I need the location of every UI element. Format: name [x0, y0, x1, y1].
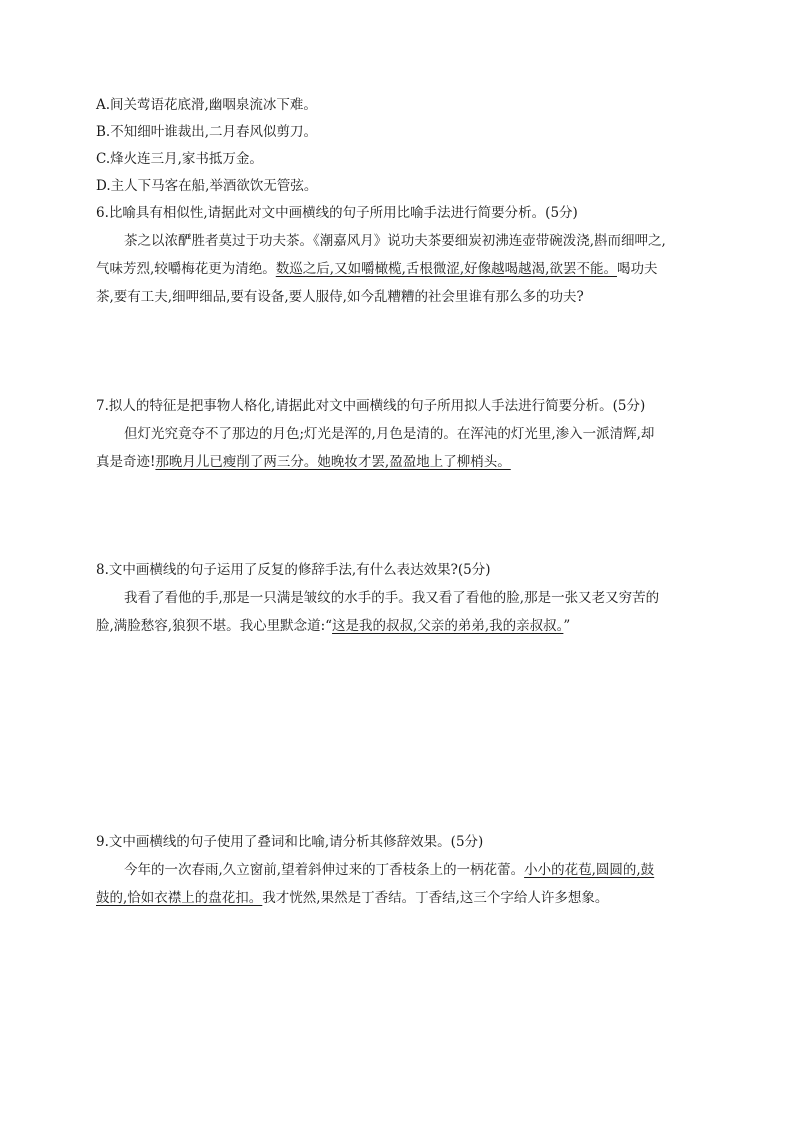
- question-6-line-2: [96, 260, 657, 278]
- question-8-underlined-sentence: 这是我的叔叔,父亲的弟弟,我的亲叔叔。: [332, 618, 564, 634]
- question-6-line-2-tail: 喝功夫: [616, 261, 658, 277]
- question-9-line-2-tail: 我才恍然,果然是丁香结。丁香结,这三个字给人许多想象。: [262, 890, 609, 906]
- question-9-underlined-sentence-end: 鼓的,恰如衣襟上的盘花扣。: [96, 890, 263, 906]
- question-6-stem: 6.比喻具有相似性,请据此对文中画横线的句子所用比喻手法进行简要分析。(5分): [96, 205, 578, 221]
- question-9-underlined-sentence-start: 小小的花苞,圆圆的,鼓: [524, 862, 655, 878]
- question-8-closing-quote: ”: [563, 618, 571, 634]
- question-7-stem: 7.拟人的特征是把事物人格化,请据此对文中画横线的句子所用拟人手法进行简要分析。(5分): [96, 398, 646, 414]
- question-7-line-1: 但灯光究竟夺不了那边的月色;灯光是浑的,月色是清的。在浑沌的灯光里,渗入一派清辉,却: [124, 426, 655, 442]
- option-d: D.主人下马客在船,举酒欲饮无管弦。: [96, 178, 318, 194]
- question-7-line-2-text: 真是奇迹!: [96, 454, 156, 470]
- question-8-line-2-text: 脸,满脸愁容,狼狈不堪。我心里默念道:“: [96, 618, 333, 634]
- question-9-line-1: [124, 861, 654, 879]
- question-8-line-1: 我看了看他的手,那是一只满是皱纹的水手的手。我又看了看他的脸,那是一张又老又穷苦的: [124, 590, 660, 606]
- question-9-stem: 9.文中画横线的句子使用了叠词和比喻,请分析其修辞效果。(5分): [96, 834, 484, 850]
- question-8-line-2: [96, 617, 570, 635]
- question-6-line-2-text: 气味芳烈,较嚼梅花更为清绝。: [96, 261, 276, 277]
- question-6-line-1: 茶之以浓酽胜者莫过于功夫茶。《潮嘉风月》说功夫茶要细炭初沸连壶带碗泼浇,斟而细呷之,: [124, 233, 666, 249]
- question-7-line-2: [96, 453, 511, 471]
- question-8-stem: 8.文中画横线的句子运用了反复的修辞手法,有什么表达效果?(5分): [96, 562, 491, 578]
- question-9-line-2: [96, 889, 608, 907]
- question-7-underlined-sentence: 那晚月儿已瘦削了两三分。她晚妆才罢,盈盈地上了柳梢头。: [155, 454, 511, 470]
- question-9-line-1-text: 今年的一次春雨,久立窗前,望着斜伸过来的丁香枝条上的一柄花蕾。: [124, 862, 525, 878]
- question-6-line-3: 茶,要有工夫,细呷细品,要有设备,要人服侍,如今乱糟糟的社会里谁有那么多的功夫?: [96, 289, 584, 305]
- option-c: C.烽火连三月,家书抵万金。: [96, 151, 263, 167]
- option-b: B.不知细叶谁裁出,二月春风似剪刀。: [96, 124, 318, 140]
- option-a: A.间关莺语花底滑,幽咽泉流冰下难。: [96, 97, 317, 113]
- question-6-underlined-sentence: 数巡之后,又如嚼橄榄,舌根微涩,好像越喝越渴,欲罢不能。: [275, 261, 617, 277]
